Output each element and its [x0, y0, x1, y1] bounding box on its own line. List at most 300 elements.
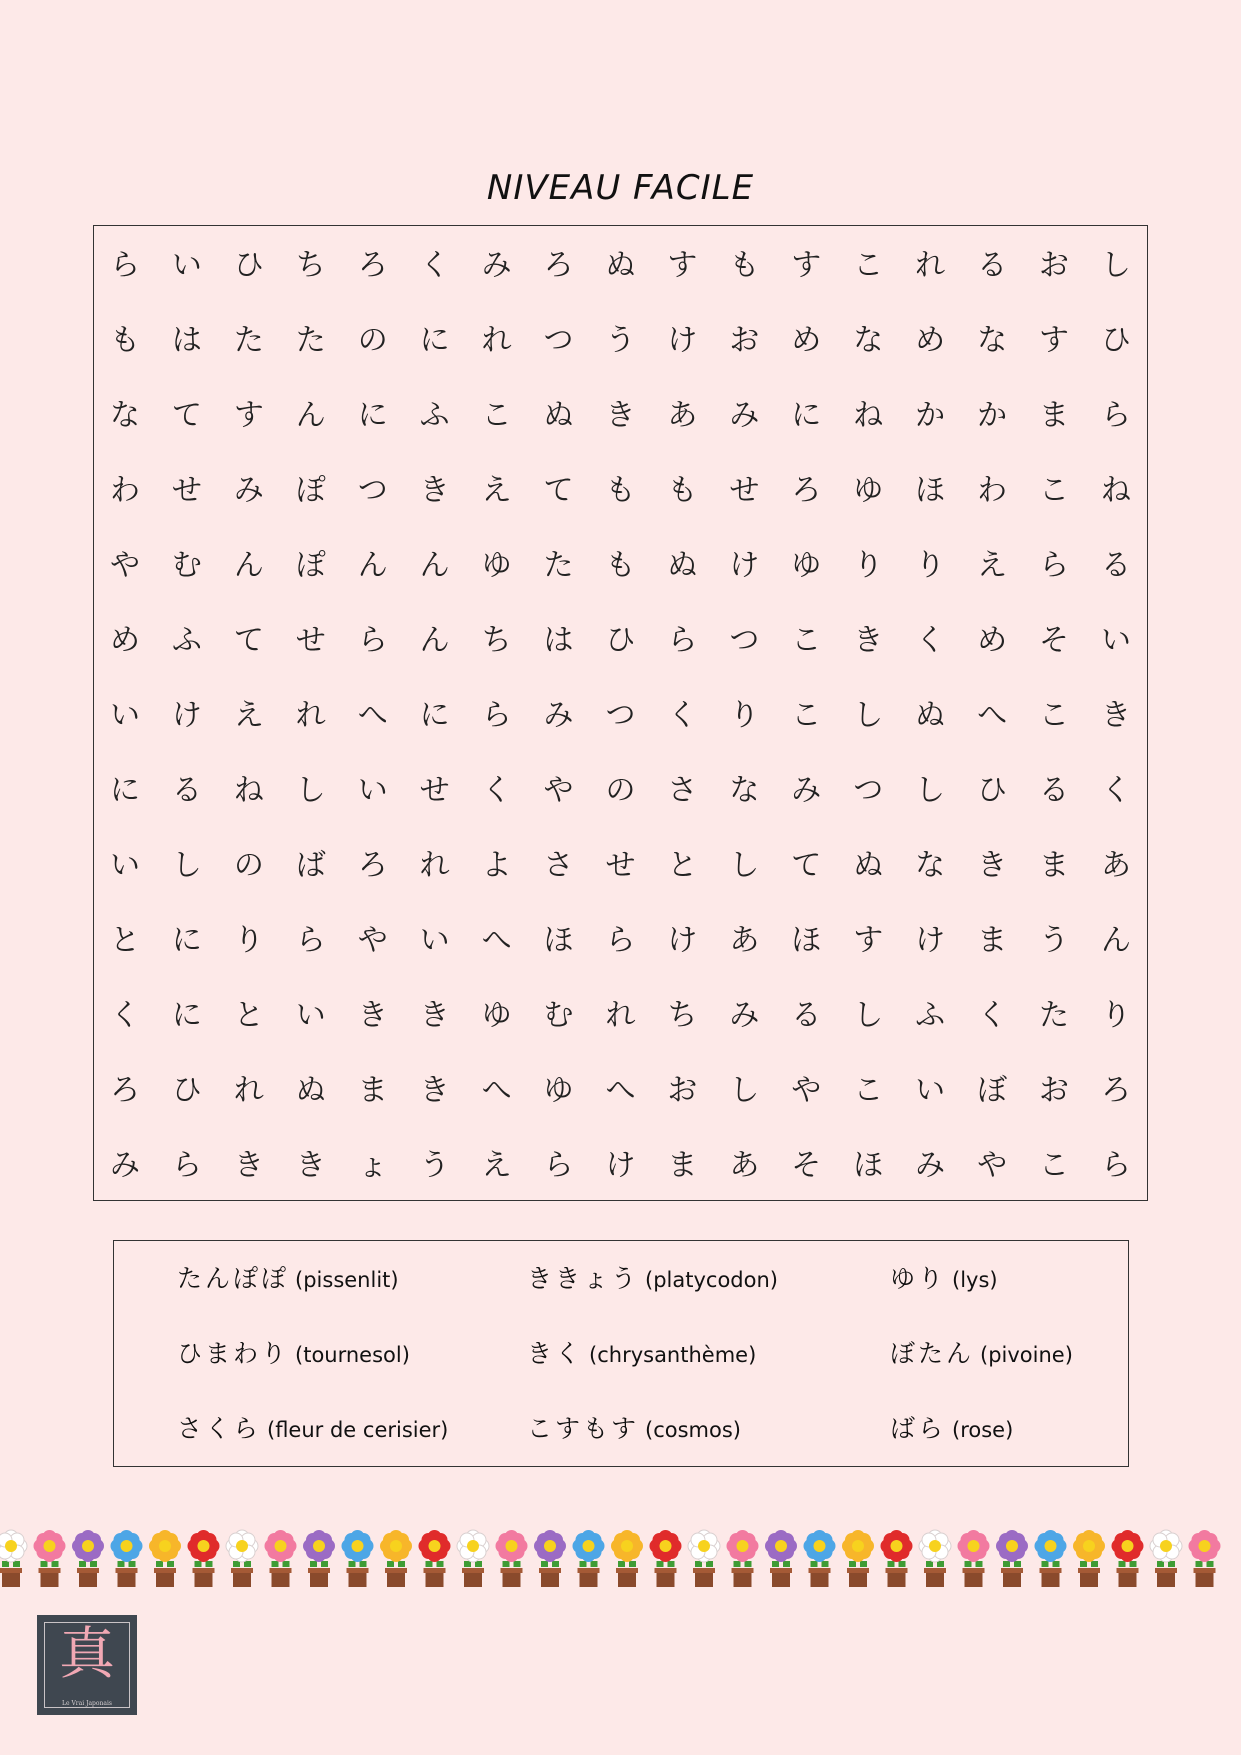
grid-cell[interactable]: こ [1039, 473, 1070, 508]
grid-cell[interactable]: ろ [543, 248, 574, 283]
grid-cell[interactable]: し [915, 773, 946, 808]
flower-icon [727, 1530, 759, 1587]
grid-cell[interactable]: あ [667, 398, 698, 433]
flower-icon [226, 1530, 258, 1587]
grid-cell[interactable]: や [357, 923, 388, 958]
flower-icon [72, 1530, 104, 1587]
grid-cell[interactable]: う [605, 323, 636, 358]
word-list-item [890, 1334, 1073, 1370]
grid-cell[interactable]: も [729, 248, 760, 283]
grid-cell[interactable]: に [171, 998, 202, 1033]
grid-cell[interactable]: り [233, 923, 264, 958]
grid-cell[interactable]: え [481, 1148, 512, 1183]
grid-cell[interactable]: れ [419, 848, 450, 883]
grid-cell[interactable]: や [543, 773, 574, 808]
grid-cell[interactable]: い [915, 1073, 946, 1108]
grid-cell[interactable]: こ [1039, 1148, 1070, 1183]
grid-cell[interactable]: ぬ [605, 248, 636, 283]
grid-cell[interactable]: そ [1039, 623, 1070, 658]
grid-cell[interactable]: こ [853, 248, 884, 283]
grid-cell[interactable]: ほ [543, 923, 574, 958]
grid-cell[interactable]: ひ [977, 773, 1008, 808]
grid-cell[interactable]: ん [1100, 923, 1131, 958]
flower-icon [650, 1530, 682, 1587]
grid-cell[interactable]: る [1039, 773, 1070, 808]
grid-cell[interactable]: な [729, 773, 760, 808]
grid-cell[interactable]: ら [605, 923, 636, 958]
grid-cell[interactable]: む [543, 998, 574, 1033]
grid-cell[interactable]: あ [729, 1148, 760, 1183]
word-japanese: ひまわり [177, 1339, 290, 1368]
grid-cell[interactable]: ぬ [915, 698, 946, 733]
word-translation: (chrysanthème) [589, 1343, 757, 1367]
flower-icon [188, 1530, 220, 1587]
grid-cell[interactable]: て [233, 623, 264, 658]
grid-cell[interactable]: ぼ [977, 1073, 1008, 1108]
grid-cell[interactable]: ひ [605, 623, 636, 658]
grid-cell[interactable]: ち [295, 248, 326, 283]
grid-cell[interactable]: く [667, 698, 698, 733]
grid-cell[interactable]: く [915, 623, 946, 658]
word-japanese: ききょう [527, 1264, 640, 1293]
grid-cell[interactable]: め [791, 323, 822, 358]
word-search-grid [93, 225, 1148, 1201]
grid-cell[interactable]: ま [1039, 848, 1070, 883]
grid-cell[interactable]: け [667, 323, 698, 358]
grid-cell[interactable]: き [419, 998, 450, 1033]
grid-cell[interactable]: と [667, 848, 698, 883]
grid-cell[interactable]: し [853, 998, 884, 1033]
grid-cell[interactable]: ろ [109, 1073, 140, 1108]
grid-cell[interactable]: て [791, 848, 822, 883]
grid-cell[interactable]: ま [357, 1073, 388, 1108]
grid-cell[interactable]: け [171, 698, 202, 733]
flower-icon [419, 1530, 451, 1587]
grid-row [94, 303, 1147, 378]
grid-cell[interactable]: は [543, 623, 574, 658]
flower-icon [688, 1530, 720, 1587]
flower-icon [0, 1530, 27, 1587]
grid-cell[interactable]: な [109, 398, 140, 433]
grid-cell[interactable]: ぽ [295, 473, 326, 508]
word-translation: (rose) [952, 1418, 1014, 1442]
word-list [113, 1240, 1129, 1467]
grid-cell[interactable]: ゆ [853, 473, 884, 508]
flower-icon [1073, 1530, 1105, 1587]
grid-cell[interactable]: ひ [171, 1073, 202, 1108]
grid-cell[interactable]: る [1100, 548, 1131, 583]
grid-cell[interactable]: ら [1100, 1148, 1131, 1183]
word-list-item [527, 1334, 756, 1370]
grid-cell[interactable]: ぬ [853, 848, 884, 883]
grid-cell[interactable]: ら [481, 698, 512, 733]
grid-cell[interactable]: お [667, 1073, 698, 1108]
grid-cell[interactable]: お [729, 323, 760, 358]
grid-cell[interactable]: き [295, 1148, 326, 1183]
grid-cell[interactable]: り [1100, 998, 1131, 1033]
grid-cell[interactable]: ろ [357, 248, 388, 283]
grid-cell[interactable]: お [1039, 248, 1070, 283]
grid-cell[interactable]: こ [791, 698, 822, 733]
grid-cell[interactable]: か [915, 398, 946, 433]
word-list-item [177, 1259, 399, 1295]
grid-cell[interactable]: せ [171, 473, 202, 508]
grid-cell[interactable]: ろ [791, 473, 822, 508]
word-list-item [527, 1409, 741, 1445]
flower-icon [111, 1530, 143, 1587]
grid-row [94, 378, 1147, 453]
grid-cell[interactable]: ち [667, 998, 698, 1033]
grid-cell[interactable]: し [295, 773, 326, 808]
word-japanese: ばら [890, 1414, 947, 1443]
grid-cell[interactable]: ふ [915, 998, 946, 1033]
grid-cell[interactable]: り [915, 548, 946, 583]
grid-cell[interactable]: す [233, 398, 264, 433]
grid-cell[interactable]: え [977, 548, 1008, 583]
grid-cell[interactable]: め [977, 623, 1008, 658]
grid-cell[interactable]: る [171, 773, 202, 808]
word-translation: (platycodon) [645, 1268, 778, 1292]
grid-cell[interactable]: あ [729, 923, 760, 958]
grid-cell[interactable]: す [1039, 323, 1070, 358]
grid-cell[interactable]: こ [1039, 698, 1070, 733]
grid-cell[interactable]: に [419, 323, 450, 358]
grid-cell[interactable]: ん [419, 548, 450, 583]
word-japanese: ゆり [890, 1264, 947, 1293]
grid-cell[interactable]: も [109, 323, 140, 358]
word-japanese: きく [527, 1339, 584, 1368]
grid-cell[interactable]: ふ [171, 623, 202, 658]
flower-icon [881, 1530, 913, 1587]
grid-cell[interactable]: す [667, 248, 698, 283]
grid-cell[interactable]: や [977, 1148, 1008, 1183]
grid-cell[interactable]: み [543, 698, 574, 733]
grid-cell[interactable]: よ [481, 848, 512, 883]
grid-cell[interactable]: い [109, 698, 140, 733]
grid-cell[interactable]: た [233, 323, 264, 358]
word-list-row [114, 1334, 1128, 1374]
grid-cell[interactable]: に [791, 398, 822, 433]
grid-cell[interactable]: ゆ [481, 998, 512, 1033]
grid-cell[interactable]: め [915, 323, 946, 358]
grid-cell[interactable]: く [977, 998, 1008, 1033]
grid-row [94, 678, 1147, 753]
grid-row [94, 978, 1147, 1053]
grid-cell[interactable]: け [605, 1148, 636, 1183]
grid-cell[interactable]: て [543, 473, 574, 508]
grid-cell[interactable]: し [853, 698, 884, 733]
grid-cell[interactable]: ひ [233, 248, 264, 283]
grid-cell[interactable]: れ [605, 998, 636, 1033]
grid-cell[interactable]: つ [357, 473, 388, 508]
brand-logo [37, 1615, 137, 1715]
grid-cell[interactable]: き [357, 998, 388, 1033]
grid-cell[interactable]: ょ [357, 1148, 388, 1183]
grid-cell[interactable]: ろ [357, 848, 388, 883]
grid-cell[interactable]: て [171, 398, 202, 433]
grid-row [94, 528, 1147, 603]
grid-cell[interactable]: れ [295, 698, 326, 733]
grid-cell[interactable]: ふ [419, 398, 450, 433]
grid-cell[interactable]: れ [233, 1073, 264, 1108]
grid-cell[interactable]: こ [791, 623, 822, 658]
grid-cell[interactable]: ほ [853, 1148, 884, 1183]
grid-cell[interactable]: へ [481, 1073, 512, 1108]
grid-cell[interactable]: や [109, 548, 140, 583]
flower-icon [996, 1530, 1028, 1587]
grid-cell[interactable]: ぬ [667, 548, 698, 583]
flower-icon [842, 1530, 874, 1587]
grid-cell[interactable]: も [605, 473, 636, 508]
grid-cell[interactable]: と [233, 998, 264, 1033]
grid-cell[interactable]: し [171, 848, 202, 883]
grid-cell[interactable]: も [605, 548, 636, 583]
grid-cell[interactable]: ぽ [295, 548, 326, 583]
grid-cell[interactable]: ぬ [295, 1073, 326, 1108]
grid-cell[interactable]: ま [667, 1148, 698, 1183]
grid-cell[interactable]: ま [1039, 398, 1070, 433]
grid-cell[interactable]: に [419, 698, 450, 733]
grid-cell[interactable]: ゆ [481, 548, 512, 583]
page-title: NIVEAU FACILE [486, 168, 755, 208]
grid-cell[interactable]: せ [419, 773, 450, 808]
grid-cell[interactable]: つ [853, 773, 884, 808]
grid-cell[interactable]: へ [605, 1073, 636, 1108]
grid-cell[interactable]: い [1100, 623, 1131, 658]
grid-cell[interactable]: ゆ [791, 548, 822, 583]
grid-cell[interactable]: ぬ [543, 398, 574, 433]
grid-cell[interactable]: り [853, 548, 884, 583]
grid-cell[interactable]: つ [605, 698, 636, 733]
word-list-row [114, 1409, 1128, 1449]
word-translation: (pissenlit) [295, 1268, 399, 1292]
flower-icon [303, 1530, 335, 1587]
grid-cell[interactable]: ん [357, 548, 388, 583]
flower-icon [496, 1530, 528, 1587]
grid-cell[interactable]: の [233, 848, 264, 883]
grid-cell[interactable]: わ [109, 473, 140, 508]
grid-cell[interactable]: む [171, 548, 202, 583]
grid-cell[interactable]: へ [357, 698, 388, 733]
grid-cell[interactable]: そ [791, 1148, 822, 1183]
grid-cell[interactable]: こ [853, 1073, 884, 1108]
grid-cell[interactable]: う [1039, 923, 1070, 958]
grid-cell[interactable]: く [109, 998, 140, 1033]
grid-cell[interactable]: に [109, 773, 140, 808]
grid-cell[interactable]: ら [667, 623, 698, 658]
flower-icon [457, 1530, 489, 1587]
grid-cell[interactable]: き [419, 1073, 450, 1108]
word-list-item [527, 1259, 778, 1295]
grid-cell[interactable]: う [419, 1148, 450, 1183]
word-japanese: たんぽぽ [177, 1264, 290, 1293]
grid-cell[interactable]: あ [1100, 848, 1131, 883]
grid-cell[interactable]: け [915, 923, 946, 958]
word-list-item [890, 1409, 1013, 1445]
flower-icon [1189, 1530, 1221, 1587]
grid-cell[interactable]: ほ [791, 923, 822, 958]
flower-icon [342, 1530, 374, 1587]
word-translation: (lys) [952, 1268, 998, 1292]
flower-icon [765, 1530, 797, 1587]
grid-cell[interactable]: み [729, 998, 760, 1033]
grid-cell[interactable]: き [419, 473, 450, 508]
grid-cell[interactable]: ま [977, 923, 1008, 958]
grid-cell[interactable]: い [357, 773, 388, 808]
grid-cell[interactable]: の [357, 323, 388, 358]
grid-cell[interactable]: れ [481, 323, 512, 358]
grid-row [94, 828, 1147, 903]
grid-cell[interactable]: み [915, 1148, 946, 1183]
grid-cell[interactable]: け [729, 548, 760, 583]
grid-cell[interactable]: な [915, 848, 946, 883]
grid-cell[interactable]: せ [605, 848, 636, 883]
grid-cell[interactable]: ほ [915, 473, 946, 508]
grid-cell[interactable]: ら [357, 623, 388, 658]
grid-cell[interactable]: る [791, 998, 822, 1033]
grid-cell[interactable]: し [729, 848, 760, 883]
flower-icon [34, 1530, 66, 1587]
grid-cell[interactable]: ん [419, 623, 450, 658]
grid-cell[interactable]: ら [109, 248, 140, 283]
grid-cell[interactable]: い [295, 998, 326, 1033]
grid-cell[interactable]: れ [915, 248, 946, 283]
grid-cell[interactable]: ら [543, 1148, 574, 1183]
grid-cell[interactable]: え [481, 473, 512, 508]
word-translation: (tournesol) [295, 1343, 410, 1367]
grid-cell[interactable]: ね [233, 773, 264, 808]
grid-cell[interactable]: も [667, 473, 698, 508]
flower-icon [1035, 1530, 1067, 1587]
grid-cell[interactable]: ろ [1100, 1073, 1131, 1108]
flower-icon [534, 1530, 566, 1587]
grid-cell[interactable]: ち [481, 623, 512, 658]
grid-cell[interactable]: せ [295, 623, 326, 658]
word-list-item [177, 1409, 448, 1445]
grid-cell[interactable]: き [605, 398, 636, 433]
grid-cell[interactable]: ゆ [543, 1073, 574, 1108]
flower-icon [149, 1530, 181, 1587]
grid-cell[interactable]: ん [233, 548, 264, 583]
grid-row [94, 228, 1147, 303]
grid-cell[interactable]: り [729, 698, 760, 733]
grid-cell[interactable]: な [853, 323, 884, 358]
flower-icon [804, 1530, 836, 1587]
word-list-row [114, 1259, 1128, 1299]
grid-cell[interactable]: か [977, 398, 1008, 433]
grid-row [94, 1128, 1147, 1203]
grid-cell[interactable]: ば [295, 848, 326, 883]
grid-cell[interactable]: き [1100, 698, 1131, 733]
word-translation: (pivoine) [980, 1343, 1073, 1367]
grid-cell[interactable]: き [853, 623, 884, 658]
grid-cell[interactable]: の [605, 773, 636, 808]
grid-cell[interactable]: き [977, 848, 1008, 883]
grid-cell[interactable]: わ [977, 473, 1008, 508]
grid-cell[interactable]: つ [543, 323, 574, 358]
grid-cell[interactable]: み [109, 1148, 140, 1183]
grid-cell[interactable]: る [977, 248, 1008, 283]
grid-cell[interactable]: ら [1039, 548, 1070, 583]
word-translation: (fleur de cerisier) [267, 1418, 449, 1442]
grid-cell[interactable]: す [791, 248, 822, 283]
grid-cell[interactable]: お [1039, 1073, 1070, 1108]
word-japanese: さくら [177, 1414, 262, 1443]
grid-cell[interactable]: え [233, 698, 264, 733]
flower-icon [611, 1530, 643, 1587]
grid-cell[interactable]: や [791, 1073, 822, 1108]
flower-border-decoration [0, 1526, 1241, 1594]
grid-cell[interactable]: み [791, 773, 822, 808]
flower-icon [265, 1530, 297, 1587]
grid-cell[interactable]: く [1100, 773, 1131, 808]
grid-cell[interactable]: こ [481, 398, 512, 433]
grid-cell[interactable]: ら [171, 1148, 202, 1183]
grid-cell[interactable]: み [729, 398, 760, 433]
grid-cell[interactable]: し [729, 1073, 760, 1108]
grid-cell[interactable]: い [109, 848, 140, 883]
grid-row [94, 1053, 1147, 1128]
grid-cell[interactable]: ら [295, 923, 326, 958]
word-list-item [890, 1259, 998, 1295]
grid-cell[interactable]: め [109, 623, 140, 658]
grid-cell[interactable]: は [171, 323, 202, 358]
grid-cell[interactable]: ね [1100, 473, 1131, 508]
grid-cell[interactable]: す [853, 923, 884, 958]
grid-cell[interactable]: つ [729, 623, 760, 658]
grid-row [94, 753, 1147, 828]
grid-cell[interactable]: へ [977, 698, 1008, 733]
grid-cell[interactable]: に [171, 923, 202, 958]
grid-cell[interactable]: さ [667, 773, 698, 808]
grid-cell[interactable]: い [171, 248, 202, 283]
word-japanese: ぼたん [890, 1339, 975, 1368]
flower-icon [958, 1530, 990, 1587]
grid-cell[interactable]: さ [543, 848, 574, 883]
grid-cell[interactable]: た [543, 548, 574, 583]
flower-icon [573, 1530, 605, 1587]
word-list-item [177, 1334, 410, 1370]
grid-cell[interactable]: へ [481, 923, 512, 958]
logo-kanji: 真 [59, 1622, 115, 1687]
grid-cell[interactable]: な [977, 323, 1008, 358]
grid-row [94, 903, 1147, 978]
grid-cell[interactable]: に [357, 398, 388, 433]
word-translation: (cosmos) [645, 1418, 741, 1442]
flower-icon [380, 1530, 412, 1587]
grid-cell[interactable]: ら [1100, 398, 1131, 433]
flower-icon [1150, 1530, 1182, 1587]
grid-cell[interactable]: と [109, 923, 140, 958]
grid-cell[interactable]: き [233, 1148, 264, 1183]
grid-row [94, 453, 1147, 528]
word-japanese: こすもす [527, 1414, 640, 1443]
grid-cell[interactable]: ん [295, 398, 326, 433]
grid-cell[interactable]: せ [729, 473, 760, 508]
grid-cell[interactable]: ね [853, 398, 884, 433]
grid-cell[interactable]: し [1100, 248, 1131, 283]
grid-cell[interactable]: み [481, 248, 512, 283]
grid-cell[interactable]: た [1039, 998, 1070, 1033]
grid-cell[interactable]: く [481, 773, 512, 808]
flower-icon [1112, 1530, 1144, 1587]
grid-cell[interactable]: み [233, 473, 264, 508]
grid-cell[interactable]: た [295, 323, 326, 358]
grid-cell[interactable]: く [419, 248, 450, 283]
grid-cell[interactable]: け [667, 923, 698, 958]
grid-cell[interactable]: い [419, 923, 450, 958]
grid-cell[interactable]: ひ [1100, 323, 1131, 358]
